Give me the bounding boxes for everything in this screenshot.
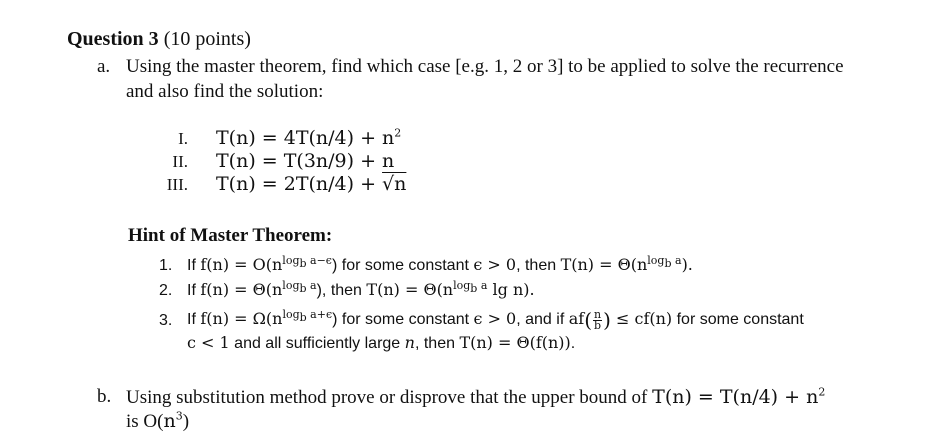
hint-3-open-paren: ( <box>584 308 592 332</box>
hint-3-frac-num: n <box>594 307 602 321</box>
hint-3-epsilon: ϵ > 0 <box>473 309 517 329</box>
hint-item-3-line2 <box>187 333 575 353</box>
hint-1-exp-rest: a−ϵ <box>306 253 332 267</box>
recurrence-1-text: T(n) = 4T(n/4) + n <box>216 127 395 149</box>
recurrence-3-text: T(n) = 2T(n/4) + <box>216 173 383 195</box>
part-b-bound-exp: 3 <box>175 409 183 423</box>
hint-1-exp-log: log <box>282 253 300 267</box>
hint-3-period: . <box>570 335 576 352</box>
hint-2-exp-log: log <box>282 278 300 292</box>
hint-1-if: If <box>187 257 201 274</box>
part-b-bound-prefix: is O( <box>126 411 164 432</box>
hint-2-result: T(n) = Θ(n <box>366 280 454 299</box>
part-a-prompt-line1: Using the master theorem, find which case [e.g. 1, 2 or 3] to be applied to solve the recurrence <box>126 56 844 77</box>
hint-title: Hint of Master Theorem: <box>128 225 333 246</box>
part-b-prompt-line2 <box>126 410 189 433</box>
hint-3-text-b: and all sufficiently large <box>229 335 405 352</box>
hint-1-then: , then <box>516 257 561 274</box>
recurrence-2 <box>216 150 394 172</box>
hint-3-exp-log: log <box>282 307 300 321</box>
hint-2-res-base: b <box>470 281 478 295</box>
hint-1-res-base: b <box>664 256 672 270</box>
part-b-recurrence-exp: 2 <box>818 385 826 399</box>
hint-2-then: ), then <box>316 282 367 299</box>
hint-3-then: , then <box>414 335 460 352</box>
hint-2-res-log: log <box>453 278 471 292</box>
hint-3-af: af <box>568 309 585 329</box>
hint-item-3 <box>187 308 804 332</box>
recurrence-2-text: T(n) = T(3n/9) + n <box>216 150 395 172</box>
hint-3-exp-base: b <box>299 311 307 325</box>
hint-1-epsilon: ϵ > 0 <box>473 255 517 274</box>
hint-2-exp-base: b <box>299 281 307 295</box>
part-b-prompt-line1 <box>126 386 825 409</box>
part-b-text: Using substitution method prove or disprove that the upper bound of <box>126 387 653 408</box>
hint-3-inequality: ≤ cf(n) <box>610 309 673 329</box>
question-title <box>67 28 251 51</box>
hint-3-n: n <box>404 333 415 352</box>
hint-3-c-bound: c < 1 <box>187 333 230 352</box>
recurrence-number-3: III. <box>166 175 188 194</box>
hint-2-if: If <box>187 282 201 299</box>
hint-3-if: If <box>187 311 201 329</box>
part-a-label: a. <box>97 56 111 77</box>
hint-1-condition: f(n) = O(n <box>200 255 283 274</box>
hint-item-2 <box>187 280 535 300</box>
hint-1-exp-base: b <box>299 256 307 270</box>
part-b-bound-n: n <box>163 410 176 432</box>
hint-1-end: ). <box>681 255 693 274</box>
hint-1-result: T(n) = Θ(n <box>560 255 648 274</box>
hint-2-condition: f(n) = Θ(n <box>200 280 283 299</box>
recurrence-1-exponent: 2 <box>394 126 402 140</box>
part-a-prompt-line2: and also find the solution: <box>126 81 324 102</box>
recurrence-1 <box>216 127 401 149</box>
hint-2-end: lg n). <box>487 280 535 299</box>
recurrence-3-sqrt: √n <box>382 173 407 195</box>
part-b-label: b. <box>97 386 112 407</box>
part-b-recurrence: T(n) = T(n/4) + n <box>652 386 819 408</box>
hint-3-and-if: , and if <box>516 311 569 329</box>
recurrence-3 <box>216 173 406 195</box>
hint-item-number-2: 2. <box>159 282 173 299</box>
question-number: Question 3 <box>67 28 159 50</box>
hint-1-res-rest: a <box>671 253 682 267</box>
part-b-bound-suffix: ) <box>182 411 190 432</box>
recurrence-number-2: II. <box>172 152 188 171</box>
hint-2-exp-rest: a <box>306 278 317 292</box>
hint-1-res-log: log <box>647 253 665 267</box>
hint-3-close-paren: ) <box>603 308 611 332</box>
hint-3-fraction <box>593 307 602 332</box>
hint-3-frac-den: b <box>594 318 602 332</box>
question-points: (10 points) <box>163 28 251 50</box>
hint-item-number-1: 1. <box>159 257 173 274</box>
hint-3-result: T(n) = Θ(f(n)) <box>459 333 571 352</box>
recurrence-number-1: I. <box>178 129 188 148</box>
hint-2-res-rest: a <box>477 278 488 292</box>
hint-item-number-3: 3. <box>159 312 173 329</box>
hint-3-tail: for some constant <box>672 311 804 329</box>
hint-3-exp-rest: a+ϵ <box>306 307 333 321</box>
hint-3-condition: f(n) = Ω(n <box>200 309 283 329</box>
hint-3-text-a: ) for some constant <box>332 311 474 329</box>
hint-item-1 <box>187 255 693 275</box>
hint-1-text-a: ) for some constant <box>331 257 474 274</box>
